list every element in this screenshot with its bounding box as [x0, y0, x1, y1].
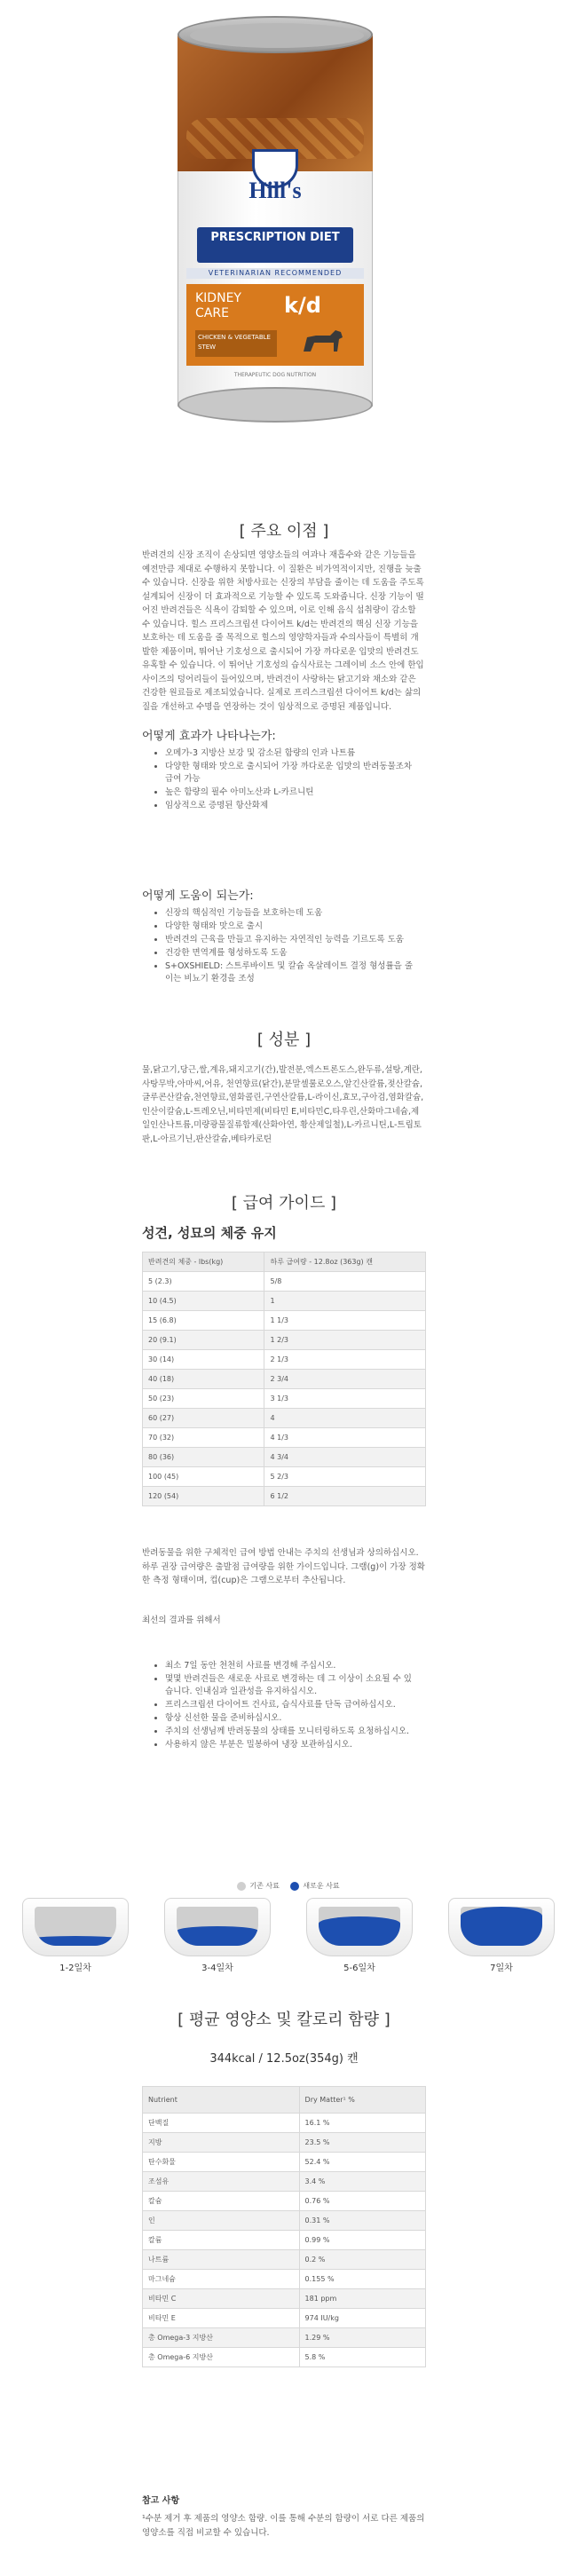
nutrient-cell: 비타민 E [143, 2309, 300, 2328]
table-row [143, 1487, 426, 1506]
weight-cell: 80 (36) [143, 1448, 264, 1467]
list-item: • 최소 7일 동안 천천히 사료를 변경해 주십시오. [165, 1660, 419, 1672]
list-item: • 높은 함량의 필수 아미노산과 L-카르니틴 [165, 786, 419, 799]
weight-cell: 20 (9.1) [143, 1331, 264, 1350]
table-row [143, 2172, 426, 2192]
table-row [143, 2153, 426, 2172]
benefits-intro: 반려견의 신장 조직이 손상되면 영양소들의 여과나 재흡수와 같은 기능들을 예전만큼 제대로 수행하지 못합니다. 이 질환은 비가역적이지만, 진행을 늦출 수 있습니다. 신장을 위한 처방사료는 신장의 부담을 줄이는 데 도움을 주도록 설계되어 신장이 더 효과적으로 기능할 수 있도록 도와줍니다. 신장 기능이 떨어진 반려견들은 식욕이 감퇴할 수 있으며, 이로 인해 음식 섭취량이 감소할 수 있습니다. 힐스 프리스크립션 다이어트 k/d는 반려견의 핵심 신장 기능을 보호하는 데 도움을 줄 목적으로 힐스의 영양학자들과 수의사들이 특별히 개발한 제품이며, 뛰어난 기호성으로 출시되어 가장 까다로운 입맛의 반려견도 유혹할 수 있습니다. 이 뛰어난 기호성의 습식사료는 그레이비 소스 안에 한입 사이즈의 덩어리들이 들어있으며, 반려견이 사랑하는 닭고기와 채소와 같은 건강한 원료들로 제조되었습니다. 실제로 프리스크립션 다이어트 k/d는 삶의 질을 개선하고 수명을 연장하는 것이 임상적으로 증명된 제품입니다. [142, 550, 424, 712]
amount-cell: 4 1/3 [264, 1428, 426, 1448]
transition-legend [0, 1881, 568, 1892]
weight-cell: 30 (14) [143, 1350, 264, 1370]
bowl-day-label: 3-4일차 [201, 1964, 233, 1973]
column-header: 반려견의 체중 - lbs(kg) [143, 1252, 264, 1272]
list-item: • 프리스크립션 다이어트 건사료, 습식사료를 단독 급여하십시오. [165, 1699, 419, 1711]
nutrition-table [142, 2086, 426, 2367]
value-cell: 0.31 % [299, 2211, 425, 2231]
amount-cell: 6 1/2 [264, 1487, 426, 1506]
transition-bowl [306, 1898, 413, 1956]
nutrient-cell: 탄수화물 [143, 2153, 300, 2172]
amount-cell: 5 2/3 [264, 1467, 426, 1487]
list-item: • 다양한 형태와 맛으로 출시 [165, 921, 419, 933]
table-row [143, 1311, 426, 1331]
transition-bowl [164, 1898, 271, 1956]
value-cell: 0.2 % [299, 2250, 425, 2270]
product-flavor: CHICKEN & VEGETABLE STEW [195, 330, 277, 357]
table-row [143, 1428, 426, 1448]
table-row [143, 2114, 426, 2133]
nutrient-cell: 총 Omega-6 지방산 [143, 2348, 300, 2367]
table-row [143, 1331, 426, 1350]
table-row [143, 1448, 426, 1467]
table-row [143, 2289, 426, 2309]
value-cell: 181 ppm [299, 2289, 425, 2309]
nutrient-cell: 나트륨 [143, 2250, 300, 2270]
how-it-helps-title: 어떻게 도움이 되는가: [142, 889, 254, 903]
ingredients-text: 물,닭고기,당근,쌀,계유,돼지고기(간),발전분,엑스트론도스,완두류,설탕,계란,사탕무박,아마씨,어유, 천연향료(닭간),분말셀룰로오스,알긴산칼륨,젖산칼슘,글루콘산칼슘,천연향료,염화콜린,구연산칼륨,L-라이신,효모,구아검,염화칼슘,인산이칼슘,L-트레오닌,비타민제(비타민 E,비타민C,타우린,산화마그네슘,제일인산나트륨,미량광물질류합제(산화아연, 황산제일철),L-카르니틴,L-트립토판,L-아르기닌,판산칼슘,베타카로틴 [142, 1065, 424, 1144]
list-item: • 다양한 형태와 맛으로 출시되어 가장 까다로운 입맛의 반려동물조차 급여 가능 [165, 761, 419, 786]
product-category: THERAPEUTIC DOG NUTRITION [233, 372, 317, 378]
amount-cell: 4 3/4 [264, 1448, 426, 1467]
list-item: • 신장의 핵심적인 기능들을 보호하는데 도움 [165, 907, 419, 920]
new-food-fill [177, 1926, 258, 1946]
value-cell: 16.1 % [299, 2114, 425, 2133]
value-cell: 0.99 % [299, 2231, 425, 2250]
calorie-content: 344kcal / 12.5oz(354g) 캔 [209, 2052, 359, 2066]
value-cell: 974 IU/kg [299, 2309, 425, 2328]
weight-cell: 120 (54) [143, 1487, 264, 1506]
can-lid [178, 16, 373, 53]
product-name: KIDNEY CARE [195, 291, 241, 320]
amount-cell: 1 1/3 [264, 1311, 426, 1331]
list-item: • 사용하지 않은 부분은 밀봉하여 냉장 보관하십시오. [165, 1739, 419, 1751]
value-cell: 1.29 % [299, 2328, 425, 2348]
column-header: Dry Matter¹ % [299, 2087, 425, 2114]
bowl-day-label: 1-2일차 [59, 1964, 91, 1973]
table-row [143, 1389, 426, 1409]
nutrient-cell: 비타민 C [143, 2289, 300, 2309]
table-header-row [143, 1252, 426, 1272]
amount-cell: 1 [264, 1292, 426, 1311]
nutrient-cell: 칼슘 [143, 2192, 300, 2211]
table-row [143, 2133, 426, 2153]
bowl-day-label: 5-6일차 [343, 1964, 375, 1973]
table-row [143, 2309, 426, 2328]
list-item: • 건강한 면역계를 형성하도록 도움 [165, 947, 419, 960]
best-results-title: 최선의 결과를 위해서 [142, 1616, 221, 1625]
table-row [143, 2250, 426, 2270]
table-row [143, 1467, 426, 1487]
table-row [143, 2328, 426, 2348]
nutrient-cell: 마그네슘 [143, 2270, 300, 2289]
bowl-day-label: 7일차 [490, 1964, 513, 1973]
vet-recommended-band: VETERINARIAN RECOMMENDED [186, 268, 364, 279]
value-cell: 23.5 % [299, 2133, 425, 2153]
ingredients-title: [ 성분 ] [256, 1031, 312, 1049]
value-cell: 0.155 % [299, 2270, 425, 2289]
new-food-swatch [290, 1882, 299, 1891]
how-it-works-title: 어떻게 효과가 나타나는가: [142, 730, 276, 743]
hills-logo [231, 149, 320, 229]
brand-name: Hill's [248, 178, 302, 203]
feeding-guide-title: [ 급여 가이드 ] [231, 1194, 337, 1213]
product-can-image [178, 16, 373, 424]
reference-text: ¹수분 제거 후 제품의 영양소 함량. 이를 통해 수분의 함량이 서로 다른 제품의 영양소를 직접 비교할 수 있습니다. [142, 2514, 425, 2538]
new-food-fill [35, 1936, 116, 1946]
weight-cell: 70 (32) [143, 1428, 264, 1448]
product-label [186, 284, 364, 366]
value-cell: 3.4 % [299, 2172, 425, 2192]
transition-bowl [22, 1898, 129, 1956]
new-food-fill [461, 1907, 542, 1946]
nutrient-cell: 조섬유 [143, 2172, 300, 2192]
amount-cell: 2 3/4 [264, 1370, 426, 1389]
legend-old-label: 기존 사료 [249, 1882, 280, 1890]
amount-cell: 1 2/3 [264, 1331, 426, 1350]
weight-cell: 5 (2.3) [143, 1272, 264, 1292]
nutrient-cell: 총 Omega-3 지방산 [143, 2328, 300, 2348]
value-cell: 0.76 % [299, 2192, 425, 2211]
table-row [143, 1370, 426, 1389]
table-row [143, 1409, 426, 1428]
how-it-helps-list [153, 907, 419, 986]
column-header: 하루 급여량 - 12.8oz (363g) 캔 [264, 1252, 426, 1272]
table-row [143, 2348, 426, 2367]
transition-bowl [448, 1898, 555, 1956]
column-header: Nutrient [143, 2087, 300, 2114]
amount-cell: 3 1/3 [264, 1389, 426, 1409]
nutrient-cell: 단백질 [143, 2114, 300, 2133]
table-row [143, 1292, 426, 1311]
value-cell: 5.8 % [299, 2348, 425, 2367]
can-base [178, 387, 373, 423]
value-cell: 52.4 % [299, 2153, 425, 2172]
nutrient-cell: 인 [143, 2211, 300, 2231]
weight-cell: 40 (18) [143, 1370, 264, 1389]
table-row [143, 2211, 426, 2231]
legend-new-label: 새로운 사료 [303, 1882, 340, 1890]
table-row [143, 2270, 426, 2289]
table-row [143, 2231, 426, 2250]
product-code: k/d [284, 293, 321, 318]
feeding-subtitle: 성견, 성묘의 체중 유지 [142, 1225, 277, 1241]
new-food-fill [319, 1916, 400, 1946]
weight-cell: 50 (23) [143, 1389, 264, 1409]
amount-cell: 4 [264, 1409, 426, 1428]
amount-cell: 5/8 [264, 1272, 426, 1292]
dog-icon [298, 325, 346, 357]
table-header-row [143, 2087, 426, 2114]
weight-cell: 60 (27) [143, 1409, 264, 1428]
reference-title: 참고 사항 [142, 2496, 180, 2506]
how-it-works-list [153, 747, 419, 813]
list-item: • 오메가-3 지방산 보강 및 감소된 함량의 인과 나트륨 [165, 747, 419, 760]
feeding-note: 반려동물을 위한 구체적인 급여 방법 안내는 주치의 선생님과 상의하십시오. 하루 권장 급여량은 출발점 급여량을 위한 가이드입니다. 그램(g)이 가장 정확한 측정 형태이며, 컵(cup)은 그램으로부터 추산됩니다. [142, 1548, 425, 1585]
weight-cell: 10 (4.5) [143, 1292, 264, 1311]
nutrition-title: [ 평균 영양소 및 칼로리 함량 ] [178, 2011, 390, 2029]
nutrient-cell: 칼륨 [143, 2231, 300, 2250]
list-item: • 항상 신선한 물을 준비하십시오. [165, 1712, 419, 1725]
benefits-title: [ 주요 이점 ] [239, 522, 329, 541]
best-results-list [153, 1660, 419, 1752]
nutrient-cell: 지방 [143, 2133, 300, 2153]
table-row [143, 1272, 426, 1292]
list-item: • 주치의 선생님께 반려동물의 상태를 모니터링하도록 요청하십시오. [165, 1726, 419, 1738]
table-row [143, 2192, 426, 2211]
list-item: • 몇몇 반려견들은 새로운 사료로 변경하는 데 그 이상이 소요될 수 있습니다. 인내심과 일관성을 유지하십시오. [165, 1673, 419, 1698]
list-item: • 임상적으로 증명된 항산화제 [165, 800, 419, 812]
amount-cell: 2 1/3 [264, 1350, 426, 1370]
prescription-diet-banner: PRESCRIPTION DIET [197, 227, 353, 263]
weight-cell: 15 (6.8) [143, 1311, 264, 1331]
list-item: • 반려견의 근육을 만들고 유지하는 자연적인 능력을 기르도록 도움 [165, 934, 419, 946]
list-item: • S+OXSHIELD: 스트루바이트 및 칼슘 옥살레이트 결정 형성률을 줄이는 비뇨기 환경을 조성 [165, 960, 419, 985]
old-food-swatch [237, 1882, 246, 1891]
feeding-table [142, 1252, 426, 1506]
table-row [143, 1350, 426, 1370]
weight-cell: 100 (45) [143, 1467, 264, 1487]
